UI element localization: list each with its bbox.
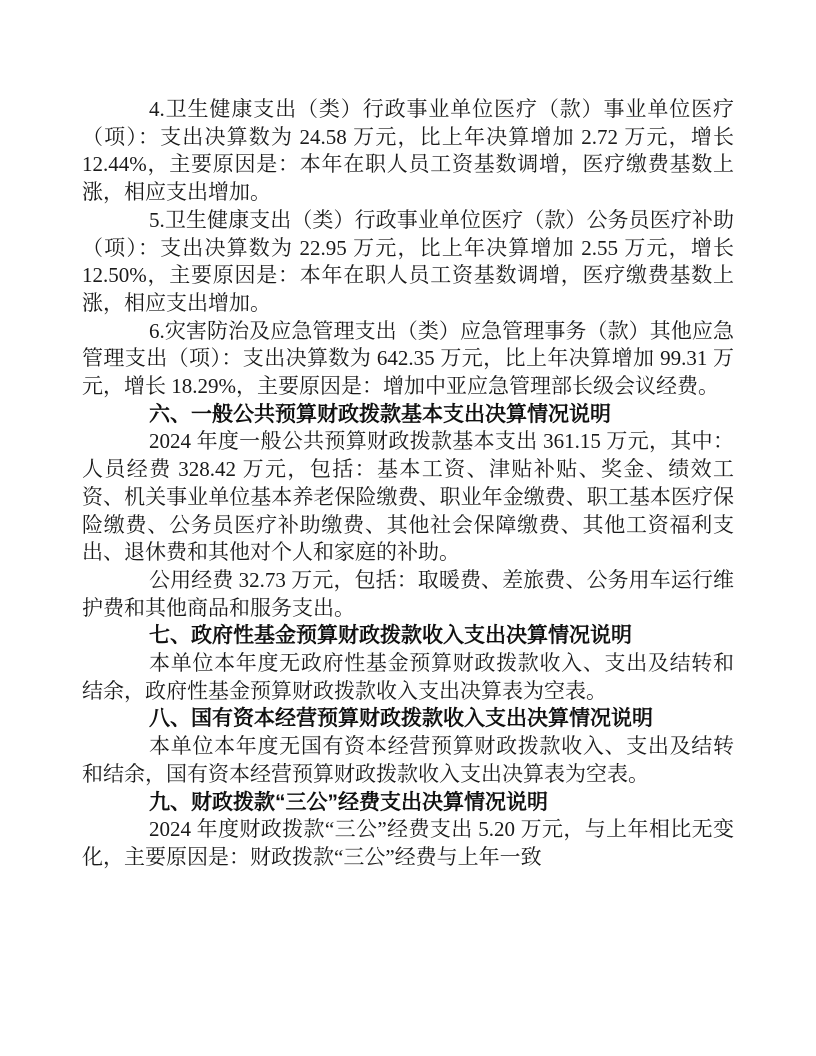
section-6-heading: 六、一般公共预算财政拨款基本支出决算情况说明	[149, 402, 611, 426]
item-6-emergency-management-paragraph: 6.灾害防治及应急管理支出（类）应急管理事务（款）其他应急管理支出（项）：支出决算数为 642.35 万元，比上年决算增加 99.31 万元，增长 18.29%，主要原因是：增加中亚应急管理部长级会议经费。	[82, 318, 734, 399]
section-9-three-public-expenses-paragraph: 2024 年度财政拨款“三公”经费支出 5.20 万元，与上年相比无变化，主要原因是：财政拨款“三公”经费与上年一致	[82, 817, 734, 869]
section-6-public-funds-paragraph: 公用经费 32.73 万元，包括：取暖费、差旅费、公务用车运行维护费和其他商品和服务支出。	[82, 567, 734, 620]
section-9-heading: 九、财政拨款“三公”经费支出决算情况说明	[149, 790, 548, 814]
section-6-basic-expenditure-paragraph: 2024 年度一般公共预算财政拨款基本支出 361.15 万元，其中：人员经费 328.42 万元，包括：基本工资、津贴补贴、奖金、绩效工资、机关事业单位基本养老保险缴费、职业年金缴费、职工基本医疗保险缴费、公务员医疗补助缴费、其他社会保障缴费、其他工资福利支出、退休费和其他对个人和家庭的补助。	[82, 429, 734, 565]
item-5-civil-servant-medical-paragraph: 5.卫生健康支出（类）行政事业单位医疗（款）公务员医疗补助（项）：支出决算数为 22.95 万元，比上年决算增加 2.55 万元，增长 12.50%，主要原因是：本年在职人员工资基数调增，医疗缴费基数上涨，相应支出增加。	[82, 207, 734, 315]
section-7-heading: 七、政府性基金预算财政拨款收入支出决算情况说明	[149, 624, 632, 648]
document-content	[82, 96, 734, 872]
item-4-health-expenditure-paragraph: 4.卫生健康支出（类）行政事业单位医疗（款）事业单位医疗（项）：支出决算数为 24.58 万元，比上年决算增加 2.72 万元，增长 12.44%，主要原因是：本年在职人员工资基数调增，医疗缴费基数上涨，相应支出增加。	[82, 97, 734, 205]
section-8-state-capital-paragraph: 本单位本年度无国有资本经营预算财政拨款收入、支出及结转和结余，国有资本经营预算财政拨款收入支出决算表为空表。	[82, 734, 734, 786]
section-7-government-fund-paragraph: 本单位本年度无政府性基金预算财政拨款收入、支出及结转和结余，政府性基金预算财政拨款收入支出决算表为空表。	[82, 651, 734, 703]
section-8-heading: 八、国有资本经营预算财政拨款收入支出决算情况说明	[149, 707, 653, 731]
